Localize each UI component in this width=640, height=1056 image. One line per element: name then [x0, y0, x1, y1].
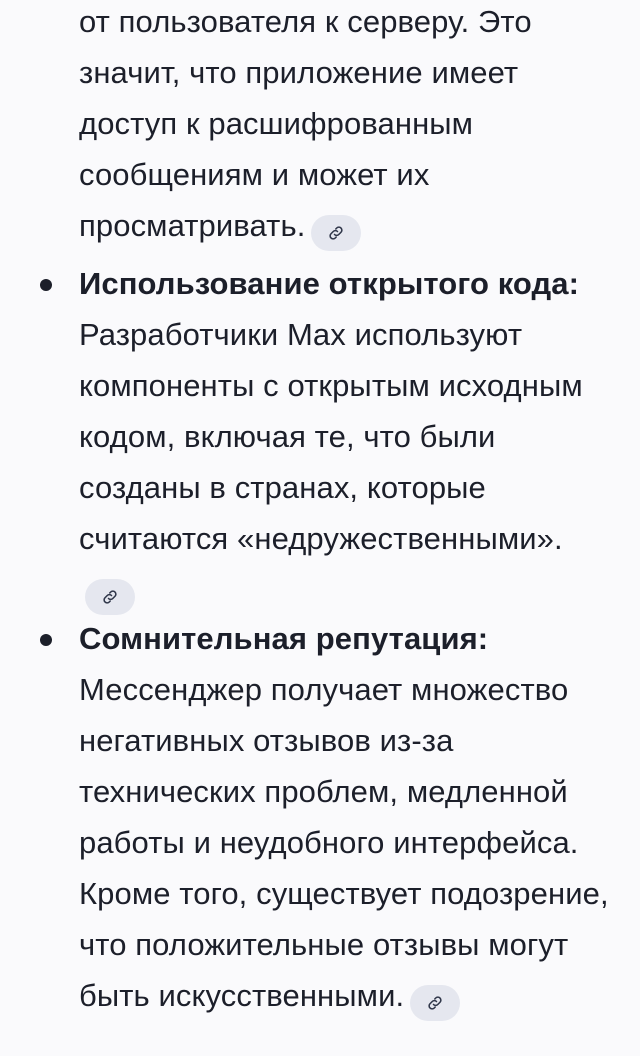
item-body: Мессенджер получает множество негативных отзывов из-за технических проблем, медленной работы и неудобного интерфейса. Кроме того, существует подозрение, что положительные отзывы могут быть искусственными.	[79, 672, 609, 1013]
link-icon	[426, 994, 444, 1012]
link-icon	[327, 224, 345, 242]
source-link-button[interactable]	[311, 215, 361, 251]
item-body: Разработчики Max используют компоненты с открытым исходным кодом, включая те, что были созданы в странах, которые считаются «недружественными».	[79, 317, 583, 556]
bullet-icon	[40, 279, 52, 291]
source-link-button[interactable]	[410, 985, 460, 1021]
bullet-icon	[40, 634, 52, 646]
intro-paragraph	[79, 0, 618, 251]
source-link-button[interactable]	[85, 579, 135, 615]
list-item	[79, 258, 618, 615]
item-heading: Сомнительная репутация:	[79, 621, 489, 656]
link-icon	[101, 588, 119, 606]
item-heading: Использование открытого кода:	[79, 266, 580, 301]
intro-text: от пользователя к серверу. Это значит, что приложение имеет доступ к расшифрованным сообщениям и может их просматривать.	[79, 4, 532, 243]
list-item	[79, 613, 618, 1021]
